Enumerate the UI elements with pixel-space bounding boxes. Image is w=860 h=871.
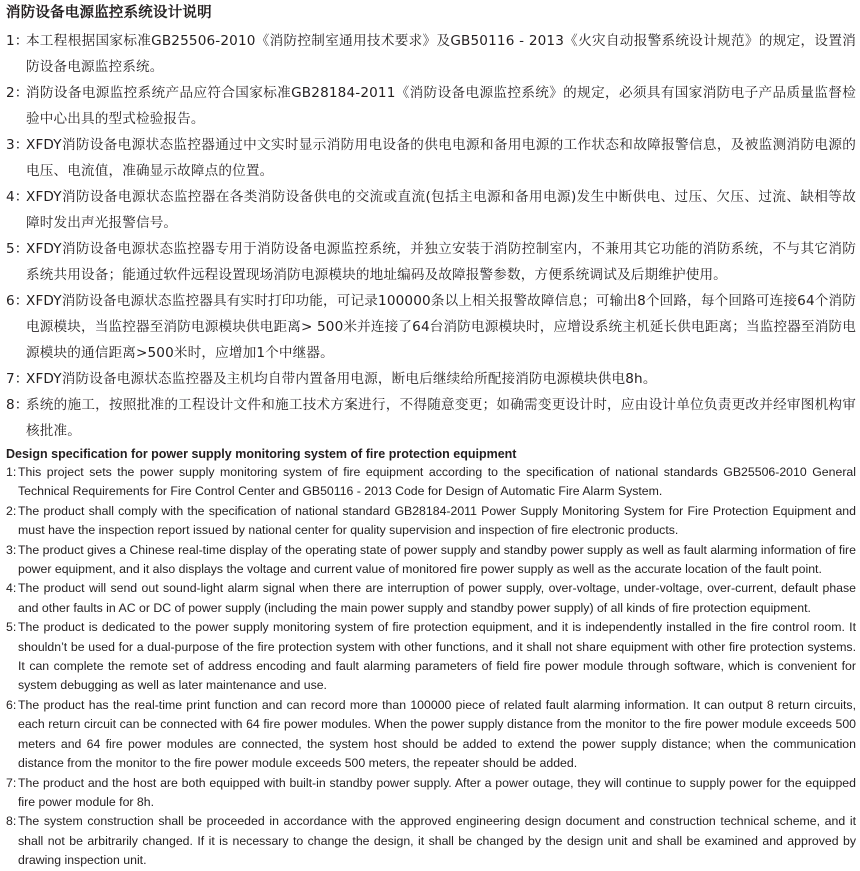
item-text: 消防设备电源监控系统产品应符合国家标准GB28184-2011《消防设备电源监控系统》的规定，必须具有国家消防电子产品质量监督检验中心出具的型式检验报告。 [26, 85, 856, 127]
english-spec-item-7 [6, 774, 856, 813]
chinese-spec-item-8 [6, 392, 856, 444]
item-text: XFDY消防设备电源状态监控器通过中文实时显示消防用电设备的供电电源和备用电源的工作状态和故障报警信息，及被监测消防电源的电压、电流值，准确显示故障点的位置。 [26, 137, 856, 179]
item-number: 7: [6, 775, 17, 790]
item-number: 6: [6, 697, 17, 712]
item-number: 4： [6, 189, 29, 205]
english-spec-list [6, 463, 856, 871]
item-number: 8: [6, 814, 17, 829]
item-text: XFDY消防设备电源状态监控器及主机均自带内置备用电源，断电后继续给所配接消防电源模块供电8h。 [26, 371, 657, 387]
item-text: The product and the host are both equipped with built-in standby power supply. After a power outage, they will continue to supply power for the equipped fire power module for 8h. [18, 775, 856, 809]
item-number: 2： [6, 85, 29, 101]
item-text: The product gives a Chinese real-time display of the operating state of power supply and standby power supply as well as fault alarming information of fire power equipment, and it also displays the voltage and current value of monitored fire power supply as well as the accurate location of the fault point. [18, 542, 856, 577]
english-spec-item-8 [6, 812, 856, 870]
english-spec-item-3 [6, 541, 856, 580]
item-text: XFDY消防设备电源状态监控器在各类消防设备供电的交流或直流(包括主电源和备用电源)发生中断供电、过压、欠压、过流、缺相等故障时发出声光报警信号。 [26, 189, 856, 231]
item-text: The system construction shall be proceeded in accordance with the approved engineering design document and construction technical scheme, and it shall not be arbitrarily changed. If it is necessary to change the design, it shall be changed by the design unit and shall be examined and approved by drawing inspection unit. [18, 814, 856, 868]
item-text: The product will send out sound-light alarm signal when there are interruption of power supply, over-voltage, under-voltage, over-current, default phase and other faults in AC or DC of power supply (including the main power supply and standby power supply) of all kinds of fire protection equipment. [18, 581, 856, 615]
item-text: XFDY消防设备电源状态监控器具有实时打印功能，可记录100000条以上相关报警故障信息；可输出8个回路，每个回路可连接64个消防电源模块，当监控器至消防电源模块供电距离> 500米并连接了64台消防电源模块时，应增设系统主机延长供电距离；当监控器至消防电源模块的通信距离>500米时，应增加1个中继器。 [26, 293, 856, 361]
item-number: 8： [6, 397, 29, 413]
item-number: 5： [6, 241, 29, 257]
english-spec-item-4 [6, 579, 856, 618]
english-spec-item-1 [6, 463, 856, 502]
item-number: 1： [6, 33, 29, 49]
item-number: 7： [6, 371, 29, 387]
chinese-spec-list [6, 28, 856, 444]
chinese-spec-item-4 [6, 184, 856, 236]
english-spec-item-5 [6, 618, 856, 696]
chinese-title: 消防设备电源监控系统设计说明 [6, 5, 212, 21]
item-number: 3: [6, 542, 17, 557]
item-number: 1: [6, 465, 17, 479]
item-text: 系统的施工，按照批准的工程设计文件和施工技术方案进行，不得随意变更；如确需变更设计时，应由设计单位负责更改并经审图机构审核批准。 [26, 397, 856, 439]
chinese-spec-item-5 [6, 236, 856, 288]
item-text: XFDY消防设备电源状态监控器专用于消防设备电源监控系统，并独立安装于消防控制室内，不兼用其它功能的消防系统，不与其它消防系统共用设备；能通过软件远程设置现场消防电源模块的地址编码及故障报警参数，方便系统调试及后期维护使用。 [26, 241, 856, 283]
english-spec-item-6 [6, 696, 856, 774]
item-number: 3： [6, 137, 29, 153]
chinese-spec-item-1 [6, 28, 856, 80]
chinese-spec-item-3 [6, 132, 856, 184]
item-number: 4: [6, 581, 17, 596]
item-number: 2: [6, 503, 17, 518]
item-text: The product shall comply with the specification of national standard GB28184-2011 Power Supply Monitoring System for Fire Protection Equipment and must have the inspection report issued by national center for quality supervision and inspection of fire electronic products. [18, 503, 856, 538]
item-number: 5: [6, 620, 17, 635]
chinese-spec-item-7 [6, 366, 856, 392]
item-text: The product has the real-time print function and can record more than 100000 piece of related fault alarming information. It can output 8 return circuits, each return circuit can be connected with 64 fire power modules. When the power supply distance from the monitor to the fire power module exceeds 500 meters and 64 fire power modules are connected, the system host should be added to extend the power supply distance; when the communication distance from the monitor to the fire power module exceeds 500 meters, the repeater should be added. [18, 697, 856, 771]
item-number: 6： [6, 293, 29, 309]
item-text: The product is dedicated to the power supply monitoring system of fire protection equipment, and it is independently installed in the fire control room. It shouldn’t be used for a dual-purpose of the fire protection system with other functions, and it shall not share equipment with other fire protection systems. It can complete the remote set of address encoding and fault alarming parameters of field fire power module through software, which is convenient for system debugging as well as later maintenance and use. [18, 620, 856, 693]
item-text: This project sets the power supply monitoring system of fire equipment according to the specification of national standards GB25506-2010 General Technical Requirements for Fire Control Center and GB50116 - 2013 Code for Design of Automatic Fire Alarm System. [18, 465, 856, 499]
item-text: 本工程根据国家标准GB25506-2010《消防控制室通用技术要求》及GB50116 - 2013《火灾自动报警系统设计规范》的规定，设置消防设备电源监控系统。 [26, 33, 856, 75]
chinese-spec-item-6 [6, 288, 856, 366]
english-spec-item-2 [6, 502, 856, 541]
english-title: Design specification for power supply monitoring system of fire protection equipment [6, 447, 517, 461]
chinese-spec-item-2 [6, 80, 856, 132]
